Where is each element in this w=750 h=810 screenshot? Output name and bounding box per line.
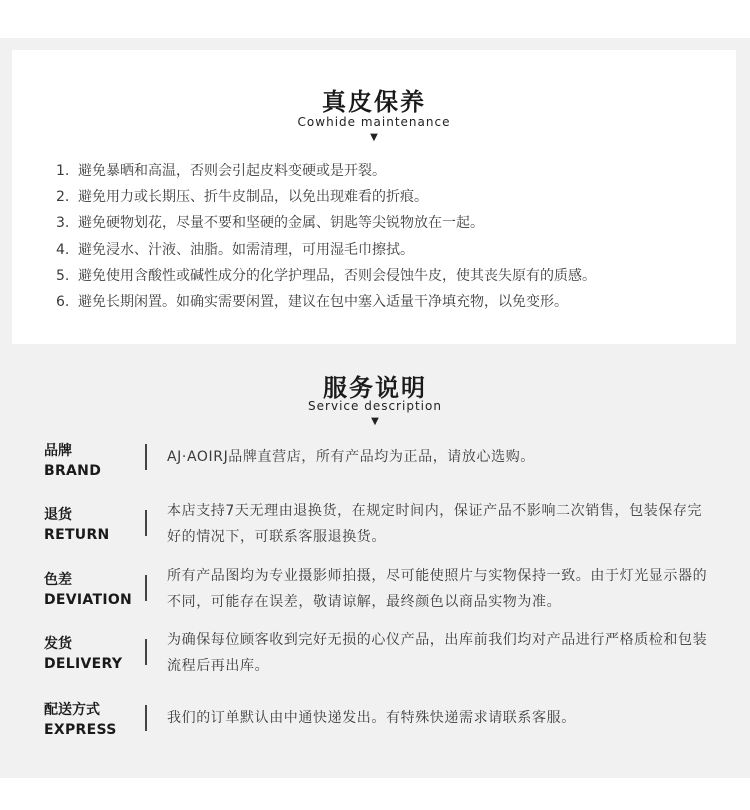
care-item-number: 2.	[56, 189, 70, 206]
service-text: 所有产品图均为专业摄影师拍摄，尽可能使照片与实物保持一致。由于灯光显示器的不同，可能存在误差，敬请谅解，最终颜色以商品实物为准。	[167, 568, 708, 610]
service-label-en: BRAND	[44, 463, 102, 479]
service-label-en: RETURN	[44, 527, 110, 543]
bottom-strip	[0, 778, 750, 810]
care-item-number: 4.	[56, 241, 70, 258]
service-text: 本店支持7天无理由退换货，在规定时间内，保证产品不影响二次销售，包装保存完好的情况下，可联系客服退换货。	[167, 503, 703, 545]
service-title: 服务说明	[323, 374, 427, 402]
care-item-text: 避免用力或长期压、折牛皮制品，以免出现难看的折痕。	[78, 189, 428, 206]
service-text: 为确保每位顾客收到完好无损的心仪产品，出库前我们均对产品进行严格质检和包装流程后再出库。	[167, 632, 708, 674]
divider-bar	[145, 575, 147, 601]
care-item	[56, 184, 596, 210]
service-label	[44, 701, 117, 740]
service-label-en: DEVIATION	[44, 592, 133, 608]
service-label-zh: 配送方式	[44, 702, 100, 718]
care-section	[12, 50, 736, 344]
service-label	[44, 635, 122, 674]
divider-bar	[145, 705, 147, 731]
care-item-text: 避免硬物划花，尽量不要和坚硬的金属、钥匙等尖锐物放在一起。	[78, 215, 484, 232]
service-label-en: DELIVERY	[44, 656, 123, 672]
service-text: 我们的订单默认由中通快递发出。有特殊快递需求请联系客服。	[167, 710, 576, 726]
care-item-text: 避免暴晒和高温，否则会引起皮料变硬或是开裂。	[78, 163, 386, 179]
care-item-number: 6.	[56, 293, 70, 310]
divider-bar	[145, 510, 147, 536]
care-item-text: 避免长期闲置。如确实需要闲置，建议在包中塞入适量干净填充物，以免变形。	[78, 293, 568, 310]
service-label-en: EXPRESS	[44, 722, 117, 738]
care-item	[56, 289, 596, 315]
service-label-zh: 发货	[44, 636, 72, 652]
care-item-number: 1.	[56, 163, 70, 179]
service-subtitle: Service description	[308, 399, 442, 413]
down-triangle-icon: ▼	[370, 132, 378, 143]
care-list	[56, 158, 596, 315]
care-item	[56, 263, 596, 289]
care-item-text: 避免浸水、汁液、油脂。如需清理，可用湿毛巾擦拭。	[78, 241, 414, 258]
care-item	[56, 210, 596, 236]
divider-bar	[145, 639, 147, 665]
care-item-text: 避免使用含酸性或碱性成分的化学护理品，否则会侵蚀牛皮，使其丧失原有的质感。	[78, 267, 596, 284]
service-label	[44, 506, 110, 545]
service-label-zh: 品牌	[44, 443, 72, 459]
care-subtitle: Cowhide maintenance	[297, 115, 451, 129]
service-label	[44, 442, 101, 481]
care-item	[56, 158, 596, 184]
care-item	[56, 237, 596, 263]
divider-bar	[145, 444, 147, 470]
care-item-number: 5.	[56, 267, 70, 284]
service-label-zh: 色差	[44, 572, 72, 588]
down-triangle-icon: ▼	[371, 416, 379, 427]
service-label	[44, 571, 132, 610]
service-label-zh: 退货	[44, 507, 72, 523]
care-title: 真皮保养	[322, 88, 426, 116]
service-text: AJ·AOIRJ品牌直营店，所有产品均为正品，请放心选购。	[167, 449, 535, 465]
care-item-number: 3.	[56, 215, 70, 232]
top-strip	[0, 0, 750, 38]
